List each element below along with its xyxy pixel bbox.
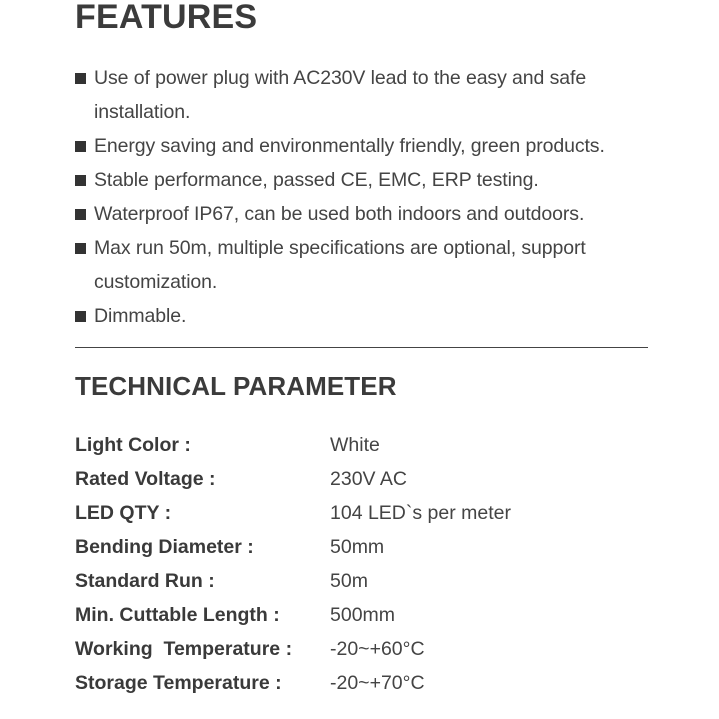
parameter-value: White	[330, 433, 380, 456]
feature-item	[75, 61, 675, 129]
square-bullet-icon	[75, 209, 86, 220]
parameter-value: -20~+70°C	[330, 671, 425, 694]
features-heading: FEATURES	[75, 0, 258, 36]
parameter-value: 50m	[330, 569, 368, 592]
feature-text: Dimmable.	[94, 305, 187, 327]
parameter-label: Standard Run :	[75, 569, 215, 592]
section-divider	[75, 347, 648, 348]
technical-parameter-heading: TECHNICAL PARAMETER	[75, 371, 397, 401]
square-bullet-icon	[75, 141, 86, 152]
parameter-row	[75, 564, 635, 598]
parameter-label: Working Temperature :	[75, 637, 293, 660]
parameter-label: Min. Cuttable Length :	[75, 603, 280, 626]
parameter-value: 500mm	[330, 603, 396, 626]
parameter-table	[75, 428, 635, 700]
feature-item	[75, 197, 675, 231]
parameter-label: Bending Diameter :	[75, 535, 254, 558]
features-list	[75, 61, 675, 333]
parameter-label: Rated Voltage :	[75, 467, 216, 490]
square-bullet-icon	[75, 243, 86, 254]
feature-text: Energy saving and environmentally friendly, green products.	[94, 135, 605, 157]
feature-text: Stable performance, passed CE, EMC, ERP testing.	[94, 169, 539, 191]
parameter-row	[75, 496, 635, 530]
feature-item	[75, 129, 675, 163]
parameter-label: LED QTY :	[75, 501, 172, 524]
feature-text: Max run 50m, multiple specifications are optional, support customization.	[94, 237, 586, 293]
parameter-value: -20~+60°C	[330, 637, 425, 660]
feature-text: Use of power plug with AC230V lead to the easy and safe installation.	[94, 67, 587, 123]
parameter-row	[75, 462, 635, 496]
parameter-row	[75, 428, 635, 462]
parameter-value: 50mm	[330, 535, 385, 558]
feature-item	[75, 163, 675, 197]
square-bullet-icon	[75, 175, 86, 186]
parameter-row	[75, 598, 635, 632]
parameter-row	[75, 666, 635, 700]
parameter-value: 230V AC	[330, 467, 407, 490]
parameter-row	[75, 530, 635, 564]
square-bullet-icon	[75, 73, 86, 84]
parameter-label: Light Color :	[75, 433, 191, 456]
feature-text: Waterproof IP67, can be used both indoors and outdoors.	[94, 203, 585, 225]
square-bullet-icon	[75, 311, 86, 322]
parameter-value: 104 LED`s per meter	[330, 501, 511, 524]
feature-item	[75, 231, 675, 299]
feature-item	[75, 299, 675, 333]
parameter-row	[75, 632, 635, 666]
parameter-label: Storage Temperature :	[75, 671, 282, 694]
